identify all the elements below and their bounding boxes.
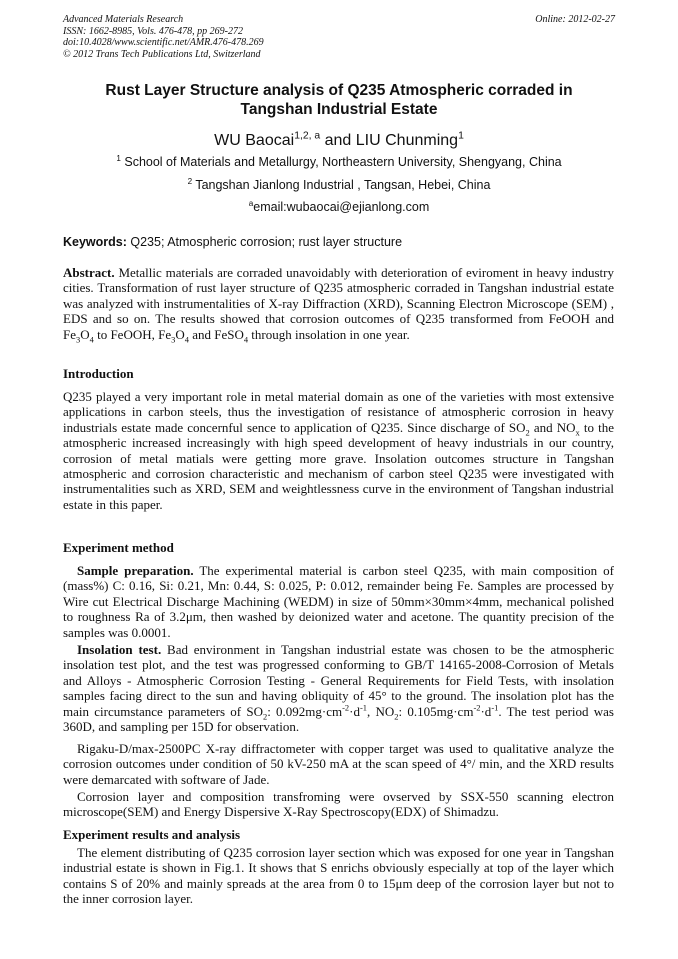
affiliation-1 <box>60 155 618 169</box>
insolation-text: : 0.092mg·cm <box>267 703 343 719</box>
author-1: WU Baocai <box>214 132 295 149</box>
authors <box>60 132 618 150</box>
results-paragraph: The element distributing of Q235 corrosion layer section which was exposed for one year in Tangshan industrial estate is shown in Fig.1. It shows that S enrichs obviously especially at top of the layer which contains S of 20% and mainly spreads at the area from 0 to 15μm deep of the corrosion layer but not to the inner corrosion layer. <box>63 845 614 907</box>
keywords-label: Keywords: <box>63 235 127 249</box>
sub: 4 <box>184 334 189 345</box>
author-2-sup: 1 <box>458 130 464 142</box>
abstract <box>63 265 614 345</box>
intro-text: to the atmospheric increased increasingly with high speed development of heavy industrials in our country, corrosion of metal matials were getting more grave. Insolation outcomes structure in Tangshan atmospheric and corrosion characteristic and mechanism of carbon steel Q235 were investigated with instrumentalities such as XRD, SEM and weightlessness curve in the environment of Tangshan industrial estate in this paper. <box>63 419 614 512</box>
insolation-test-paragraph <box>63 642 614 734</box>
aff-1-sup: 1 <box>116 153 121 163</box>
authors-and: and <box>320 132 356 149</box>
aff-1-text: School of Materials and Metallurgy, Northeastern University, Shengyang, China <box>120 155 562 169</box>
author-email <box>60 200 618 214</box>
sample-preparation-paragraph <box>63 563 614 640</box>
online-date: Online: 2012-02-27 <box>535 14 615 25</box>
sample-preparation-label: Sample preparation. <box>77 563 194 578</box>
aff-2-sup: 2 <box>187 176 193 186</box>
paper-title <box>60 81 618 119</box>
insolation-text: ·d <box>480 703 492 719</box>
intro-text: and NO <box>529 419 576 435</box>
insolation-text: Bad environment in Tangshan industrial estate was chosen to be the atmospheric insolation test plot, and the test was progressed conforming to GB/T 14165-2008-Corrosion of Metals and Alloys - Atmospheric Corrosion Testing - General Requirements for Field Tests, with insolation samples facing direct to the sun and having obliquity of 45° to the ground. The insolation plot has the main circumstance parameters of SO <box>63 642 615 719</box>
journal-header <box>63 14 264 60</box>
keywords-text: Q235; Atmospheric corrosion; rust layer structure <box>126 235 403 249</box>
sub: x <box>575 427 580 438</box>
intro-text: Q235 played a very important role in metal material domain as one of the varieties with most extensive applications in carbon steels, thus the investigation of resistance of atmospheric corrosion in heavy industrials estate made concernful sence to application of Q235. Since discharge of SO <box>63 389 614 435</box>
abstract-label: Abstract. <box>63 265 115 280</box>
insolation-text: : 0.105mg·cm <box>398 703 474 719</box>
results-heading: Experiment results and analysis <box>63 827 241 842</box>
insolation-text: ·d <box>349 703 360 719</box>
sub: 4 <box>89 334 94 345</box>
sample-preparation-text: The experimental material is carbon steel Q235, with main composition of (mass%) C: 0.16, Si: 0.21, Mn: 0.44, S: 0.025, P: 0.012, remainder being Fe. Samples are processed by Wire cut Electrical Discharge Machining (WEDM) in size of 50mm×30mm×4mm, mechanical polished to roughness Ra of 3.2μm, then washed by deionized water and acetone. The quantity precision of the samples was 0.0001. <box>63 563 614 640</box>
abstract-text: Metallic materials are corraded unavoidably with deterioration of eviroment in heavy industry cities. Transformation of rust layer structure of Q235 atmospheric corraded in Tangshan industrial estate was analyzed with instrumentalities of X-ray Diffraction (XRD), Scanning Electron Microscope (SEM) , EDS and so on. The results showed that corrosion outcomes of Q235 transformed from FeOOH and Fe <box>63 265 614 342</box>
doi-line: doi:10.4028/www.scientific.net/AMR.476-478.269 <box>63 37 264 48</box>
sup: -2 <box>473 702 481 713</box>
author-2: LIU Chunming <box>355 132 459 149</box>
affiliation-2 <box>60 178 618 192</box>
sub: 3 <box>171 334 176 345</box>
insolation-test-label: Insolation test. <box>77 642 162 657</box>
sub: 4 <box>243 334 249 345</box>
title-line-1: Rust Layer Structure analysis of Q235 Atmospheric corraded in <box>105 82 573 99</box>
insolation-text: , NO <box>367 703 395 719</box>
abstract-text: O <box>175 326 185 342</box>
intro-paragraph <box>63 389 614 512</box>
email-text: email:wubaocai@ejianlong.com <box>253 200 430 214</box>
xrd-paragraph: Rigaku-D/max-2500PC X-ray diffractometer with copper target was used to qualitative analyze the corrosion outcomes under condition of 50 kV-250 mA at the scan speed of 4°/ min, and the XRD results were demarcated with software of Jade. <box>63 741 614 787</box>
aff-2-text: Tangshan Jianlong Industrial , Tangsan, Hebei, China <box>192 178 491 192</box>
sup: -1 <box>360 702 368 713</box>
title-line-2: Tangshan Industrial Estate <box>240 101 438 118</box>
sup: -2 <box>342 702 350 713</box>
sub: 2 <box>394 711 399 722</box>
intro-heading: Introduction <box>63 366 134 381</box>
sem-paragraph: Corrosion layer and composition transfroming were ovserved by SSX-550 scanning electron microscope(SEM) and Energy Dispersive X-Ray Spectroscopy(EDX) of Shimadzu. <box>63 789 614 820</box>
copyright-line: © 2012 Trans Tech Publications Ltd, Switzerland <box>63 48 261 60</box>
sub: 2 <box>262 711 268 722</box>
insolation-text: . The test period was 360D, and sampling per 15D for observation. <box>63 703 614 735</box>
sub: 3 <box>76 334 81 345</box>
issn-line: ISSN: 1662-8985, Vols. 476-478, pp 269-272 <box>63 25 243 37</box>
abstract-text: through insolation in one year. <box>248 326 410 342</box>
author-1-sup: 1,2, a <box>294 130 321 142</box>
sub: 2 <box>525 427 530 438</box>
keywords <box>63 235 402 249</box>
email-sup: a <box>248 198 254 208</box>
journal-name: Advanced Materials Research <box>63 14 184 25</box>
method-heading: Experiment method <box>63 540 174 555</box>
sup: -1 <box>491 702 499 713</box>
abstract-text: to FeOOH, Fe <box>93 326 172 342</box>
abstract-text: O <box>80 326 90 342</box>
abstract-text: and FeSO <box>188 326 244 342</box>
